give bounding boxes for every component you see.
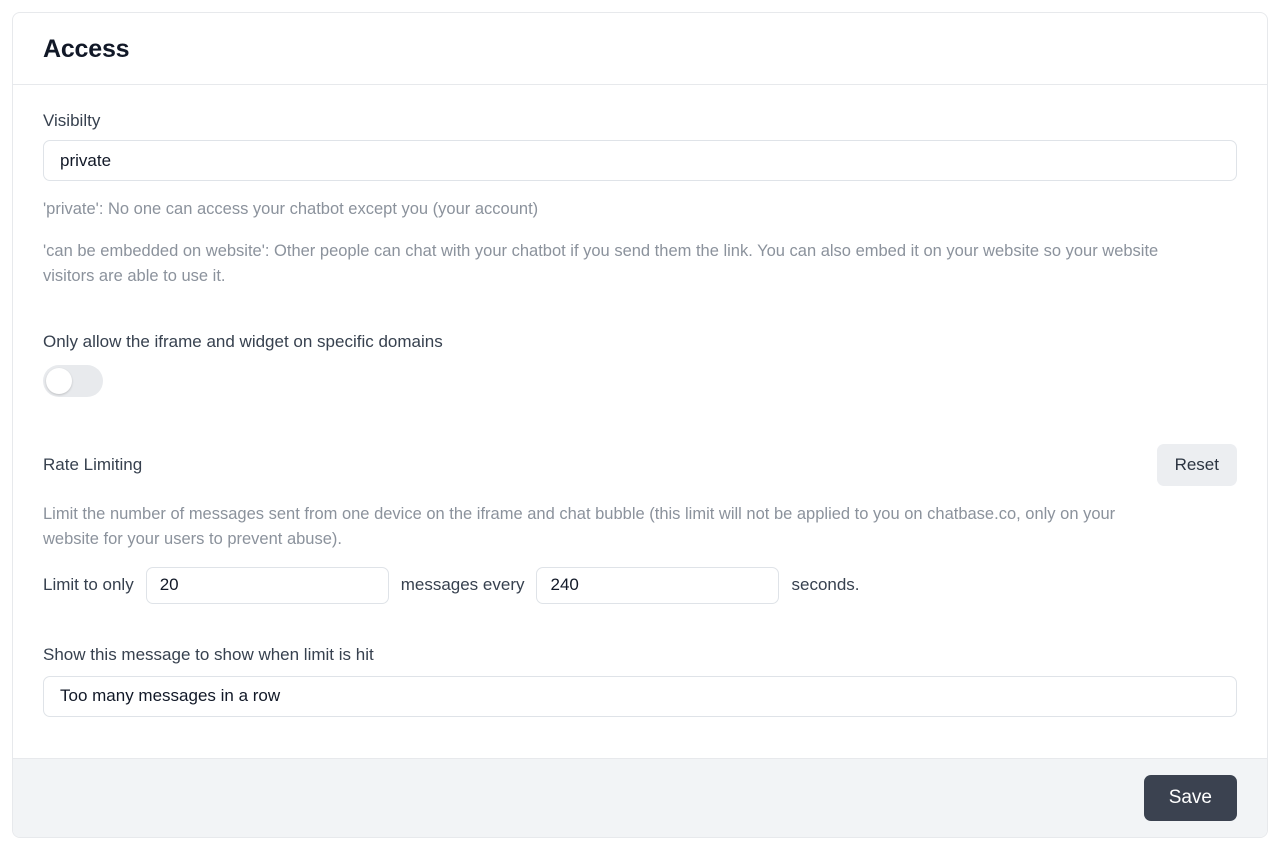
visibility-select[interactable]: private	[43, 140, 1237, 181]
card-body	[13, 85, 1267, 758]
limit-middle-label: messages every	[400, 575, 525, 595]
rate-limiting-title: Rate Limiting	[43, 454, 143, 474]
visibility-help-private: 'private': No one can access your chatbot except you (your account)	[43, 200, 539, 218]
messages-count-input[interactable]: 20	[146, 567, 389, 604]
limit-row	[43, 567, 1237, 604]
limit-message-label: Show this message to show when limit is hit	[43, 644, 374, 664]
save-button[interactable]: Save	[1144, 775, 1237, 821]
visibility-label: Visibilty	[43, 111, 101, 130]
domains-label: Only allow the iframe and widget on specific domains	[43, 331, 443, 351]
limit-message-input[interactable]: Too many messages in a row	[43, 676, 1237, 717]
page-title: Access	[43, 35, 130, 63]
spacer-1	[43, 290, 1237, 332]
limit-suffix-label: seconds.	[791, 575, 860, 595]
card-header	[13, 13, 1267, 85]
spacer-2	[43, 402, 1237, 444]
toggle-knob-icon	[46, 368, 72, 394]
rate-limiting-description: Limit the number of messages sent from one device on the iframe and chat bubble (this limit will not be applied to you on chatbase.co, only on your website for your users to prevent abuse).	[43, 504, 1116, 549]
access-card	[12, 12, 1268, 838]
rate-limiting-header	[43, 444, 1237, 486]
limit-prefix-label: Limit to only	[43, 575, 134, 595]
visibility-help-embed: 'can be embedded on website': Other people can chat with your chatbot if you send them the link. You can also embed it on your website so your website visitors are able to use it.	[43, 241, 1159, 286]
seconds-input[interactable]: 240	[536, 567, 779, 604]
reset-button[interactable]: Reset	[1157, 444, 1237, 486]
domains-toggle[interactable]	[43, 365, 103, 397]
card-footer	[13, 758, 1267, 837]
